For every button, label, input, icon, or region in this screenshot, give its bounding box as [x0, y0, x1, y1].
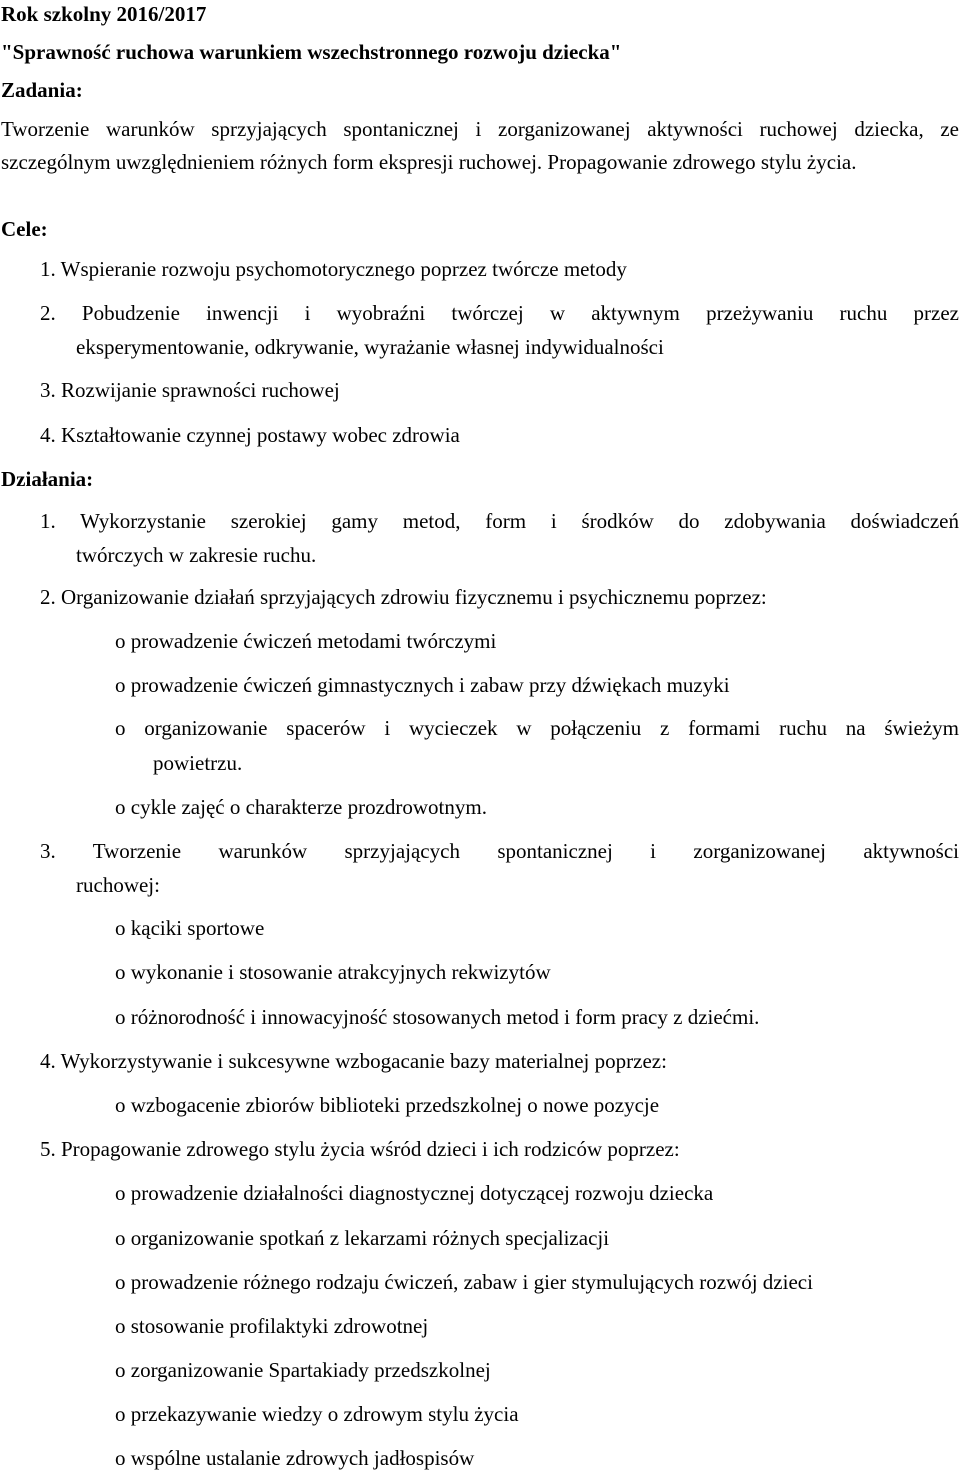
list-item: o prowadzenie ćwiczeń metodami twórczymi [115, 629, 497, 653]
action-item: 5. Propagowanie zdrowego stylu życia wśród dzieci i ich rodziców poprzez: [40, 1137, 680, 1161]
action-item-continuation: twórczych w zakresie ruchu. [76, 543, 317, 567]
list-item-line: o organizowanie spacerów i wycieczek w połączeniu z formami ruchu na świeżym [115, 716, 959, 740]
action-item-line: 1. Wykorzystanie szerokiej gamy metod, form i środków do zdobywania doświadczeń [40, 509, 959, 533]
list-item: o organizowanie spotkań z lekarzami różnych specjalizacji [115, 1226, 610, 1250]
list-item: o prowadzenie różnego rodzaju ćwiczeń, zabaw i gier stymulujących rozwój dzieci [115, 1270, 813, 1294]
action-item-line: 3. Tworzenie warunków sprzyjających spontanicznej i zorganizowanej aktywności [40, 839, 959, 863]
list-item: o kąciki sportowe [115, 916, 265, 940]
list-item: o stosowanie profilaktyki zdrowotnej [115, 1314, 429, 1338]
list-item: o wykonanie i stosowanie atrakcyjnych rekwizytów [115, 960, 551, 984]
goals-heading: Cele: [1, 217, 48, 241]
actions-heading: Działania: [1, 467, 94, 491]
motto-heading: "Sprawność ruchowa warunkiem wszechstronnego rozwoju dziecka" [1, 40, 622, 64]
list-item: o przekazywanie wiedzy o zdrowym stylu życia [115, 1402, 519, 1426]
goal-item-line: 2. Pobudzenie inwencji i wyobraźni twórczej w aktywnym przeżywaniu ruchu przez [40, 301, 959, 325]
tasks-paragraph: Tworzenie warunków sprzyjających spontanicznej i zorganizowanej aktywności ruchowej dziecka, ze szczególnym uwzględnieniem różnych form ekspresji ruchowej. Propagowanie zdrowego stylu życia. [1, 117, 959, 174]
goal-item-continuation: eksperymentowanie, odkrywanie, wyrażanie własnej indywidualności [76, 335, 664, 359]
goal-item: 1. Wspieranie rozwoju psychomotorycznego poprzez twórcze metody [40, 257, 627, 281]
action-item: 2. Organizowanie działań sprzyjających zdrowiu fizycznemu i psychicznemu poprzez: [40, 585, 767, 609]
list-item: o cykle zajęć o charakterze prozdrowotnym. [115, 795, 487, 819]
list-item: o prowadzenie działalności diagnostycznej dotyczącej rozwoju dziecka [115, 1181, 714, 1205]
list-item: o różnorodność i innowacyjność stosowanych metod i form pracy z dziećmi. [115, 1005, 760, 1029]
tasks-heading: Zadania: [1, 78, 83, 102]
list-item: o prowadzenie ćwiczeń gimnastycznych i zabaw przy dźwiękach muzyki [115, 673, 730, 697]
goal-item: 4. Kształtowanie czynnej postawy wobec zdrowia [40, 423, 460, 447]
goal-item: 3. Rozwijanie sprawności ruchowej [40, 378, 340, 402]
action-item [40, 834, 959, 902]
action-item: 4. Wykorzystywanie i sukcesywne wzbogacanie bazy materialnej poprzez: [40, 1049, 667, 1073]
goal-item [40, 296, 959, 364]
action-item-continuation: ruchowej: [76, 873, 160, 897]
list-item-continuation: powietrzu. [153, 751, 243, 775]
list-item [115, 711, 959, 781]
list-item: o wzbogacenie zbiorów biblioteki przedszkolnej o nowe pozycje [115, 1093, 660, 1117]
list-item: o zorganizowanie Spartakiady przedszkolnej [115, 1358, 491, 1382]
action-item [40, 504, 959, 572]
school-year-heading: Rok szkolny 2016/2017 [1, 2, 207, 26]
list-item: o wspólne ustalanie zdrowych jadłospisów [115, 1446, 475, 1470]
